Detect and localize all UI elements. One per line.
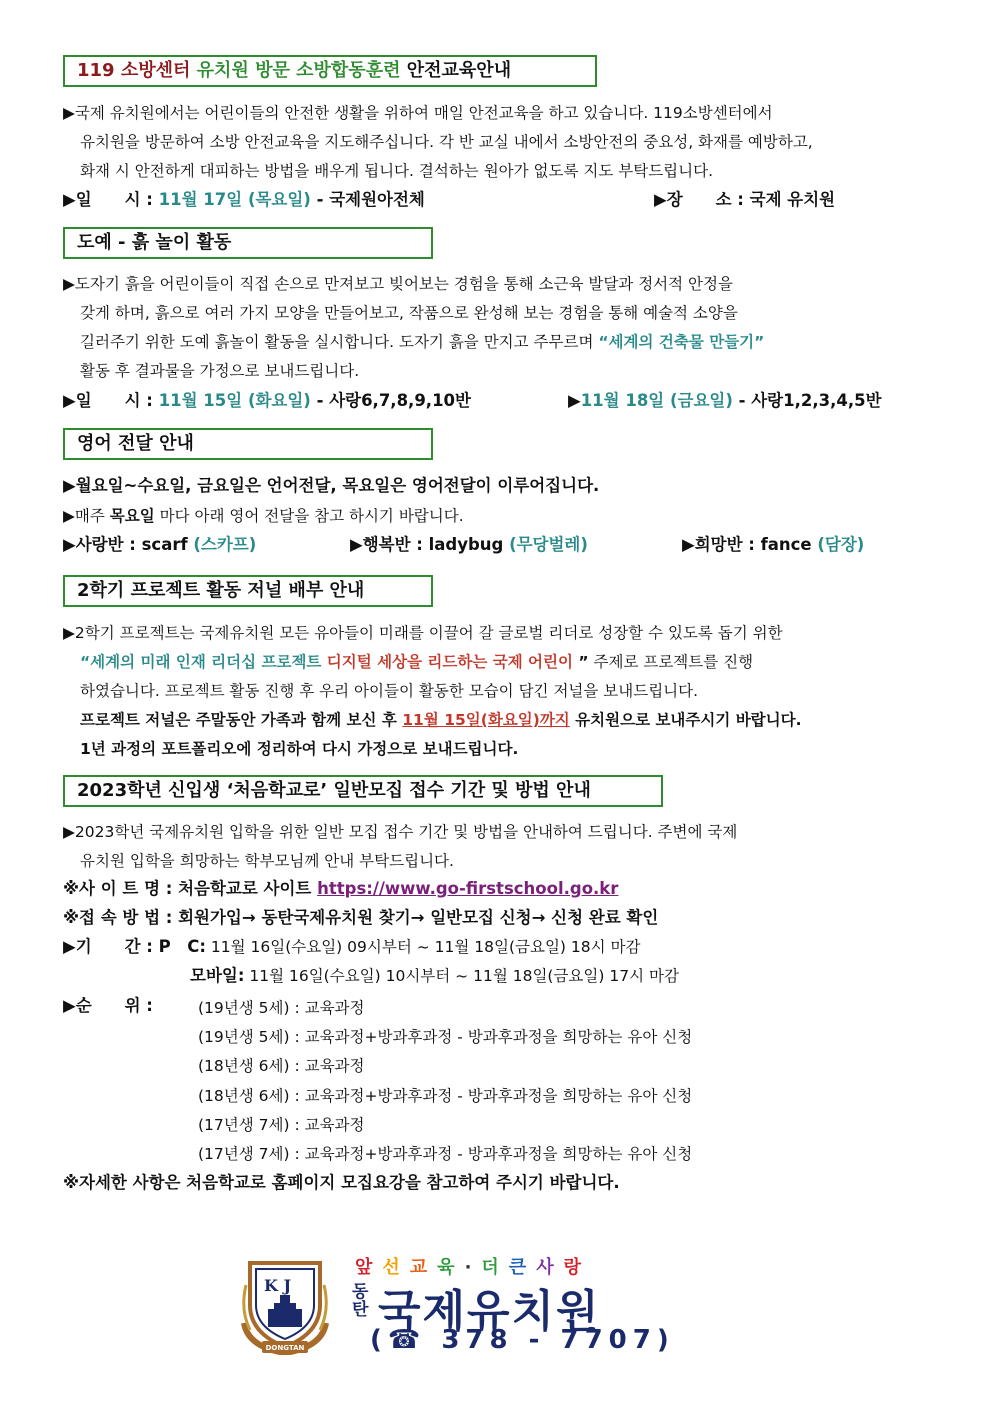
pottery-schedule bbox=[63, 389, 471, 413]
english-schedule-line: ▶월요일~수요일, 금요일은 언어전달, 목요일은 영어전달이 이루어집니다. bbox=[63, 476, 600, 495]
class-label: ▶행복반 : ladybug bbox=[350, 535, 510, 554]
paragraph-line: 갖게 하며, 흙으로 여러 가지 모양을 만들어보고, 작품으로 완성해 보는 경험을 통해 예술적 소양을 bbox=[80, 304, 738, 322]
paragraph-line: ▶2학기 프로젝트는 국제유치원 모든 유아들이 미래를 이끌어 갈 글로벌 리더로 성장할 수 있도록 돕기 위한 bbox=[63, 624, 783, 642]
paragraph-line bbox=[63, 328, 931, 357]
line-text: 길러주기 위한 도예 흙놀이 활동을 실시합니다. 도자기 흙을 만지고 주무르며 bbox=[80, 333, 599, 351]
slogan-char: 큰 bbox=[508, 1257, 537, 1278]
line-text: 주제로 프로젝트를 진행 bbox=[588, 653, 754, 671]
bullet: ▶ bbox=[568, 391, 581, 410]
section-title-fire-safety bbox=[63, 55, 597, 87]
mobile-text: 11월 16일(수요일) 10시부터 ~ 11월 18일(금요일) 17시 마감 bbox=[244, 967, 679, 985]
paragraph-line: ▶국제 유치원에서는 어린이들의 안전한 생활을 위하여 매일 안전교육을 하고 있습니다. 119소방센터에서 bbox=[63, 104, 773, 122]
order-item: (18년생 6세) : 교육과정+방과후과정 - 방과후과정을 희망하는 유아 신청 bbox=[198, 1086, 693, 1105]
slogan-char: 교 bbox=[409, 1257, 438, 1278]
slogan-char: 육 bbox=[437, 1257, 465, 1278]
line-text: 유치원으로 보내주시기 바랍니다. bbox=[569, 711, 802, 729]
fire-safety-date bbox=[63, 188, 425, 212]
phone-number: (☎ 378 - 7707) bbox=[370, 1325, 675, 1355]
slogan-char: 더 bbox=[481, 1257, 509, 1278]
slogan-char: 사 bbox=[536, 1257, 564, 1278]
pottery-paragraph bbox=[63, 270, 931, 386]
paragraph-line: 활동 후 결과물을 가정으로 보내드립니다. bbox=[80, 362, 360, 380]
group-text: - 사랑6,7,8,9,10반 bbox=[310, 391, 471, 410]
fire-safety-paragraph bbox=[63, 99, 931, 186]
english-class-sarang bbox=[63, 533, 256, 557]
project-paragraph bbox=[63, 619, 931, 764]
section-title-pottery: 도예 - 흙 놀이 활동 bbox=[63, 227, 433, 259]
admission-paragraph bbox=[63, 818, 931, 876]
slogan-char: 앞 bbox=[355, 1257, 383, 1278]
paragraph-line bbox=[63, 706, 931, 735]
deadline-text: 11월 15일(화요일)까지 bbox=[402, 711, 570, 729]
class-word: (무당벌레) bbox=[509, 535, 588, 554]
admission-order-list bbox=[198, 994, 692, 1169]
order-item: (19년생 5세) : 교육과정+방과후과정 - 방과후과정을 희망하는 유아 신청 bbox=[198, 1028, 693, 1047]
admission-period-mobile bbox=[190, 964, 679, 988]
quote-mark: ” bbox=[572, 653, 589, 671]
highlight-text: “세계의 미래 인재 리더십 프로젝트 bbox=[80, 653, 327, 671]
order-item: (18년생 6세) : 교육과정 bbox=[198, 1057, 365, 1076]
order-item: (17년생 7세) : 교육과정 bbox=[198, 1115, 365, 1134]
group-text: - 사랑1,2,3,4,5반 bbox=[732, 391, 882, 410]
paragraph-line: 유치원 입학을 희망하는 학부모님께 안내 부탁드립니다. bbox=[80, 852, 454, 870]
section-title-project-journal: 2학기 프로젝트 활동 저널 배부 안내 bbox=[63, 575, 433, 607]
site-link[interactable]: https://www.go-firstschool.go.kr bbox=[317, 879, 619, 898]
line-text: ▶매주 bbox=[63, 507, 110, 525]
highlight-text: “세계의 건축물 만들기” bbox=[598, 333, 765, 351]
class-label: ▶사랑반 : scarf bbox=[63, 535, 194, 554]
region-char: 탄 bbox=[352, 1300, 369, 1320]
pottery-schedule-2 bbox=[568, 389, 882, 413]
class-word: (스카프) bbox=[193, 535, 257, 554]
site-label: ※사 이 트 명 : 처음학교로 사이트 bbox=[63, 879, 318, 898]
highlight-text: 목요일 bbox=[109, 507, 155, 525]
slogan-char: 선 bbox=[382, 1257, 410, 1278]
date-label: ▶일 시 : bbox=[63, 391, 159, 410]
highlight-text: 디지털 세상을 리드하는 국제 어린이 bbox=[326, 653, 573, 671]
english-class-huimang bbox=[682, 533, 864, 557]
order-item: (17년생 7세) : 교육과정+방과후과정 - 방과후과정을 희망하는 유아 신청 bbox=[198, 1145, 693, 1164]
region-char: 동 bbox=[352, 1282, 369, 1302]
date-label: ▶일 시 : bbox=[63, 190, 159, 209]
date-value: 11월 17일 (목요일) bbox=[158, 190, 311, 209]
paragraph-line: ▶도자기 흙을 어린이들이 직접 손으로 만져보고 빚어보는 경험을 통해 소근육 발달과 정서적 안정을 bbox=[63, 275, 733, 293]
place-value: 국제 유치원 bbox=[749, 190, 836, 209]
pc-label: P C: bbox=[158, 937, 206, 956]
crest-letters: K J bbox=[264, 1276, 292, 1295]
kindergarten-logo bbox=[240, 1253, 675, 1363]
class-label: ▶희망반 : fance bbox=[682, 535, 818, 554]
line-text: 프로젝트 저널은 주말동안 가족과 함께 보신 후 bbox=[80, 711, 403, 729]
english-class-haengbok bbox=[350, 533, 588, 557]
place-label: ▶장 소 : bbox=[654, 190, 750, 209]
date-value: 11월 18일 (금요일) bbox=[580, 391, 733, 410]
admission-site bbox=[63, 877, 618, 901]
class-word: (담장) bbox=[817, 535, 865, 554]
title-part: 안전교육안내 bbox=[400, 60, 512, 81]
title-part: 유치원 방문 소방합동훈련 bbox=[190, 60, 401, 81]
crest-icon bbox=[240, 1255, 330, 1355]
date-target: - 국제원아전체 bbox=[310, 190, 425, 209]
date-value: 11월 15일 (화요일) bbox=[158, 391, 311, 410]
line-text: 마다 아래 영어 전달을 참고 하시기 바랍니다. bbox=[154, 507, 464, 525]
slogan-char: 랑 bbox=[563, 1257, 591, 1278]
paragraph-line: 화재 시 안전하게 대피하는 방법을 배우게 됩니다. 결석하는 원아가 없도록 지도 부탁드립니다. bbox=[80, 162, 714, 180]
order-item: (19년생 5세) : 교육과정 bbox=[198, 999, 365, 1017]
kindergarten-name: 국제유치원 bbox=[378, 1286, 601, 1337]
region-label bbox=[352, 1283, 368, 1319]
title-part: 119 소방센터 bbox=[77, 60, 191, 81]
section-title-english: 영어 전달 안내 bbox=[63, 428, 433, 460]
paragraph-line: 1년 과정의 포트폴리오에 정리하여 다시 가정으로 보내드립니다. bbox=[80, 740, 519, 758]
admission-method: ※접 속 방 법 : 회원가입→ 동탄국제유치원 찾기→ 일반모집 신청→ 신청 완료 확인 bbox=[63, 908, 659, 927]
paragraph-line bbox=[63, 648, 931, 677]
english-note-line bbox=[63, 504, 464, 528]
section-title-admission: 2023학년 신입생 ‘처음학교로’ 일반모집 접수 기간 및 방법 안내 bbox=[63, 775, 663, 807]
admission-period-pc bbox=[63, 935, 640, 959]
paragraph-line: 하였습니다. 프로젝트 활동 진행 후 우리 아이들이 활동한 모습이 담긴 저널을 보내드립니다. bbox=[80, 682, 699, 700]
admission-order-label: ▶순 위 : bbox=[63, 996, 153, 1015]
paragraph-line: ▶2023학년 국제유치원 입학을 위한 일반 모집 접수 기간 및 방법을 안내하여 드립니다. 주변에 국제 bbox=[63, 823, 738, 841]
fire-safety-place bbox=[654, 188, 835, 212]
mobile-label: 모바일: bbox=[190, 966, 245, 985]
pc-text: 11월 16일(수요일) 09시부터 ~ 11월 18일(금요일) 18시 마감 bbox=[205, 938, 641, 956]
slogan-char: · bbox=[464, 1257, 482, 1278]
paragraph-line: 유치원을 방문하여 소방 안전교육을 지도해주십니다. 각 반 교실 내에서 소방안전의 중요성, 화재를 예방하고, bbox=[80, 133, 813, 151]
crest-ribbon-text: DONGTAN bbox=[265, 1344, 305, 1352]
admission-note: ※자세한 사항은 처음학교로 홈페이지 모집요강을 참고하여 주시기 바랍니다. bbox=[63, 1173, 620, 1192]
period-label: ▶기 간 : bbox=[63, 937, 159, 956]
